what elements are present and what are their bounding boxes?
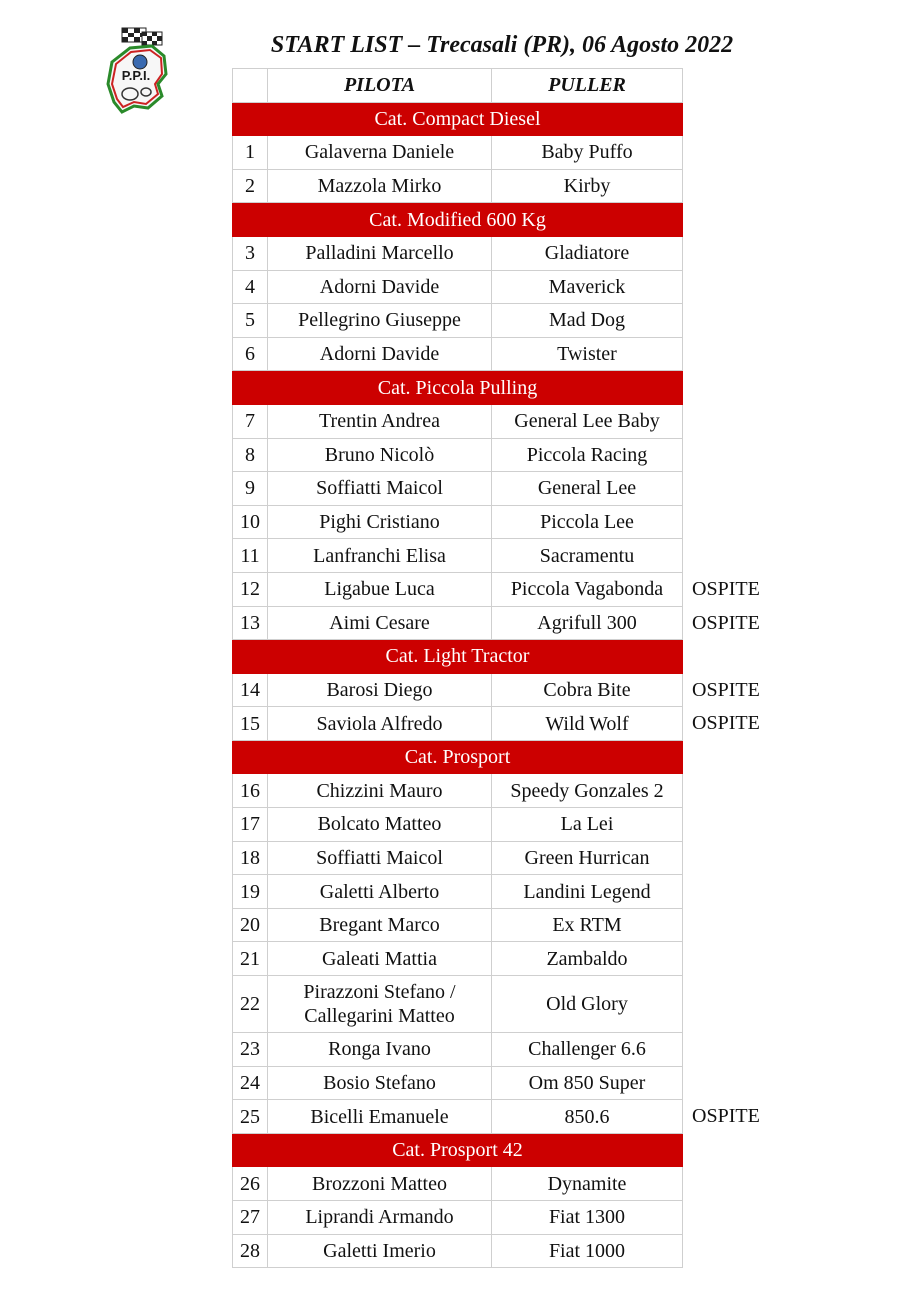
table-row xyxy=(233,606,683,640)
ospite-note: OSPITE xyxy=(692,712,760,734)
entry-number: 17 xyxy=(233,808,268,842)
table-row xyxy=(233,304,683,338)
category-row xyxy=(233,203,683,237)
entry-pilota: Brozzoni Matteo xyxy=(268,1167,492,1201)
entry-number: 24 xyxy=(233,1066,268,1100)
entry-pilota: Ronga Ivano xyxy=(268,1033,492,1067)
table-row xyxy=(233,438,683,472)
entry-number: 6 xyxy=(233,337,268,371)
entry-puller: Mad Dog xyxy=(492,304,683,338)
table-row xyxy=(233,1234,683,1268)
table-row xyxy=(233,976,683,1033)
table-row xyxy=(233,673,683,707)
header-puller: PULLER xyxy=(492,69,683,103)
entry-number: 22 xyxy=(233,976,268,1033)
table-row xyxy=(233,841,683,875)
category-title: Cat. Compact Diesel xyxy=(233,102,683,136)
entry-number: 8 xyxy=(233,438,268,472)
ppi-logo-icon xyxy=(100,22,172,114)
entry-pilota: Pighi Cristiano xyxy=(268,505,492,539)
entry-puller: Speedy Gonzales 2 xyxy=(492,774,683,808)
entry-number: 16 xyxy=(233,774,268,808)
entry-pilota: Trentin Andrea xyxy=(268,404,492,438)
category-title: Cat. Modified 600 Kg xyxy=(233,203,683,237)
entry-number: 19 xyxy=(233,875,268,909)
table-row xyxy=(233,1033,683,1067)
entry-pilota: Galetti Alberto xyxy=(268,875,492,909)
entry-number: 15 xyxy=(233,707,268,741)
entry-number: 1 xyxy=(233,136,268,170)
entry-puller: Cobra Bite xyxy=(492,673,683,707)
table-row xyxy=(233,236,683,270)
ospite-note: OSPITE xyxy=(692,679,760,701)
entry-number: 20 xyxy=(233,908,268,942)
entry-number: 26 xyxy=(233,1167,268,1201)
entry-puller: General Lee Baby xyxy=(492,404,683,438)
ospite-note: OSPITE xyxy=(692,1105,760,1127)
entry-pilota: Liprandi Armando xyxy=(268,1201,492,1235)
entry-pilota: Aimi Cesare xyxy=(268,606,492,640)
ospite-note: OSPITE xyxy=(692,578,760,600)
entry-number: 2 xyxy=(233,169,268,203)
entry-puller: General Lee xyxy=(492,472,683,506)
table-row xyxy=(233,875,683,909)
checkered-flag-icon xyxy=(122,28,162,45)
entry-puller: Twister xyxy=(492,337,683,371)
entry-pilota: Barosi Diego xyxy=(268,673,492,707)
entry-pilota: Bolcato Matteo xyxy=(268,808,492,842)
entry-number: 27 xyxy=(233,1201,268,1235)
entry-pilota: Galaverna Daniele xyxy=(268,136,492,170)
entry-pilota-line: Pirazzoni Stefano / xyxy=(303,981,456,1004)
table-row xyxy=(233,136,683,170)
entry-number: 7 xyxy=(233,404,268,438)
table-row xyxy=(233,908,683,942)
entry-puller: Piccola Racing xyxy=(492,438,683,472)
table-row xyxy=(233,539,683,573)
entry-pilota: Saviola Alfredo xyxy=(268,707,492,741)
table-row xyxy=(233,404,683,438)
ospite-note: OSPITE xyxy=(692,612,760,634)
entry-pilota: Ligabue Luca xyxy=(268,572,492,606)
category-row xyxy=(233,1133,683,1167)
table-row xyxy=(233,505,683,539)
category-title: Cat. Light Tractor xyxy=(233,640,683,674)
entry-puller: Old Glory xyxy=(492,976,683,1033)
entry-pilota: Bregant Marco xyxy=(268,908,492,942)
table-row xyxy=(233,942,683,976)
entry-number: 9 xyxy=(233,472,268,506)
category-row xyxy=(233,740,683,774)
table-row xyxy=(233,337,683,371)
entry-number: 5 xyxy=(233,304,268,338)
category-row xyxy=(233,640,683,674)
logo-text: P.P.I. xyxy=(121,68,151,83)
entry-pilota-line: Callegarini Matteo xyxy=(304,1005,455,1028)
entry-puller: Zambaldo xyxy=(492,942,683,976)
entry-puller: Kirby xyxy=(492,169,683,203)
entry-pilota: Adorni Davide xyxy=(268,337,492,371)
entry-pilota: Lanfranchi Elisa xyxy=(268,539,492,573)
entry-number: 11 xyxy=(233,539,268,573)
entry-pilota xyxy=(268,976,492,1033)
category-title: Cat. Prosport xyxy=(233,740,683,774)
entry-number: 28 xyxy=(233,1234,268,1268)
entry-pilota: Galeati Mattia xyxy=(268,942,492,976)
entry-number: 21 xyxy=(233,942,268,976)
entry-puller: 850.6 xyxy=(492,1100,683,1134)
start-list-table xyxy=(232,68,683,1268)
entry-puller: La Lei xyxy=(492,808,683,842)
entry-puller: Landini Legend xyxy=(492,875,683,909)
entry-number: 4 xyxy=(233,270,268,304)
entry-pilota: Pellegrino Giuseppe xyxy=(268,304,492,338)
entry-puller: Baby Puffo xyxy=(492,136,683,170)
table-row xyxy=(233,1100,683,1134)
entry-puller: Wild Wolf xyxy=(492,707,683,741)
entry-pilota: Soffiatti Maicol xyxy=(268,472,492,506)
entry-puller: Ex RTM xyxy=(492,908,683,942)
entry-pilota: Bicelli Emanuele xyxy=(268,1100,492,1134)
header-pilota: PILOTA xyxy=(268,69,492,103)
category-title: Cat. Piccola Pulling xyxy=(233,371,683,405)
entry-puller: Piccola Vagabonda xyxy=(492,572,683,606)
table-header-row xyxy=(233,69,683,103)
entry-number: 25 xyxy=(233,1100,268,1134)
table-row xyxy=(233,572,683,606)
entry-number: 23 xyxy=(233,1033,268,1067)
entry-pilota: Bosio Stefano xyxy=(268,1066,492,1100)
entry-puller: Green Hurrican xyxy=(492,841,683,875)
entry-number: 14 xyxy=(233,673,268,707)
entry-number: 18 xyxy=(233,841,268,875)
entry-pilota: Chizzini Mauro xyxy=(268,774,492,808)
table-row xyxy=(233,707,683,741)
entry-pilota: Soffiatti Maicol xyxy=(268,841,492,875)
entry-puller: Fiat 1000 xyxy=(492,1234,683,1268)
entry-number: 13 xyxy=(233,606,268,640)
entry-puller: Agrifull 300 xyxy=(492,606,683,640)
entry-number: 3 xyxy=(233,236,268,270)
category-row xyxy=(233,102,683,136)
entry-puller: Fiat 1300 xyxy=(492,1201,683,1235)
table-row xyxy=(233,1066,683,1100)
table-row xyxy=(233,1201,683,1235)
entry-puller: Piccola Lee xyxy=(492,505,683,539)
entry-puller: Gladiatore xyxy=(492,236,683,270)
page-title: START LIST – Trecasali (PR), 06 Agosto 2022 xyxy=(270,32,734,58)
entry-pilota: Adorni Davide xyxy=(268,270,492,304)
start-list-table-container xyxy=(232,68,683,1268)
category-row xyxy=(233,371,683,405)
table-row xyxy=(233,1167,683,1201)
table-row xyxy=(233,169,683,203)
category-title: Cat. Prosport 42 xyxy=(233,1133,683,1167)
entry-puller: Sacramentu xyxy=(492,539,683,573)
table-row xyxy=(233,472,683,506)
entry-puller: Maverick xyxy=(492,270,683,304)
entry-pilota: Mazzola Mirko xyxy=(268,169,492,203)
table-row xyxy=(233,774,683,808)
entry-number: 12 xyxy=(233,572,268,606)
entry-pilota: Bruno Nicolò xyxy=(268,438,492,472)
table-row xyxy=(233,270,683,304)
table-row xyxy=(233,808,683,842)
entry-pilota: Galetti Imerio xyxy=(268,1234,492,1268)
entry-pilota: Palladini Marcello xyxy=(268,236,492,270)
entry-puller: Dynamite xyxy=(492,1167,683,1201)
entry-puller: Challenger 6.6 xyxy=(492,1033,683,1067)
header-number-cell xyxy=(233,69,268,103)
entry-puller: Om 850 Super xyxy=(492,1066,683,1100)
entry-number: 10 xyxy=(233,505,268,539)
